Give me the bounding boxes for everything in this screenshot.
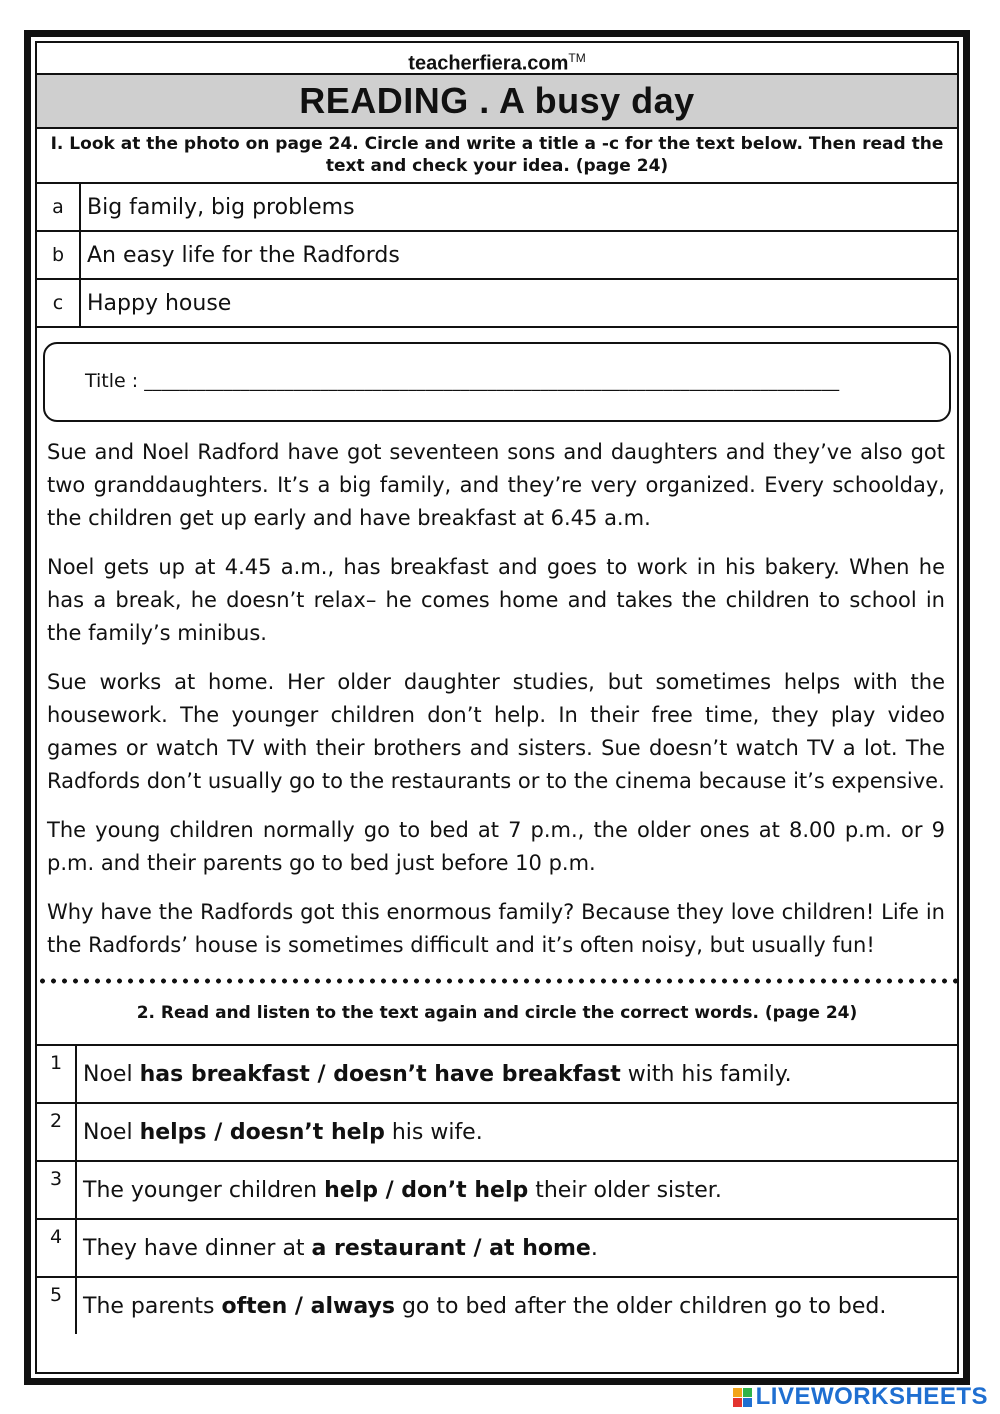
question-row [37,1103,957,1161]
option-text: Happy house [80,279,957,327]
logo-square [733,1388,742,1397]
question-text [76,1161,957,1219]
title-label: Title : [85,370,139,392]
section1-instruction: I. Look at the photo on page 24. Circle and write a title a -c for the text below. Then read the text and check your idea. (page 24) [37,129,957,184]
title-answer-box[interactable] [43,342,951,422]
question-post: . [590,1235,598,1261]
question-number: 3 [37,1161,76,1219]
question-row [37,1161,957,1219]
liveworksheets-logo-icon [733,1388,752,1407]
question-pre: Noel [83,1119,140,1145]
option-row[interactable] [37,279,957,327]
question-post: with his family. [620,1061,792,1087]
question-row [37,1219,957,1277]
option-letter: b [37,231,80,279]
option-text: An easy life for the Radfords [80,231,957,279]
trademark: TM [568,51,586,65]
reading-paragraph: Sue works at home. Her older daughter studies, but sometimes helps with the housework. The younger children don’t help. In their free time, they play video games or watch TV with their brothers and sisters. Sue doesn’t watch TV a lot. The Radfords don’t usually go to the restaurants or to the cinema because it’s expensive. [47,670,945,793]
questions-table [37,1046,957,1334]
answer-choice[interactable]: has breakfast / doesn’t have breakfast [139,1061,621,1087]
question-text [76,1046,957,1103]
answer-choice[interactable]: helps / doesn’t help [139,1119,385,1145]
answer-choice[interactable]: often / always [221,1293,395,1319]
question-post: their older sister. [528,1177,722,1203]
question-pre: They have dinner at [83,1235,312,1261]
worksheet-inner [35,41,959,1374]
question-text [76,1103,957,1161]
question-post: go to bed after the older children go to bed. [394,1293,887,1319]
site-header [37,43,957,75]
question-text [76,1277,957,1334]
question-number: 5 [37,1277,76,1334]
option-row[interactable] [37,184,957,231]
section2-instruction: 2. Read and listen to the text again and circle the correct words. (page 24) [37,984,957,1046]
question-row [37,1277,957,1334]
title-options-table [37,184,957,328]
option-text: Big family, big problems [80,184,957,231]
liveworksheets-brand[interactable] [733,1383,988,1410]
site-name: teacherfiera.com [408,52,569,75]
question-pre: Noel [83,1061,140,1087]
reading-paragraph: Sue and Noel Radford have got seventeen sons and daughters and they’ve also got two granddaughters. It’s a big family, and they’re very organized. Every schoolday, the children get up early and have breakfast at 6.45 a.m. [47,440,945,530]
answer-choice[interactable]: a restaurant / at home [311,1235,591,1261]
question-number: 2 [37,1103,76,1161]
option-row[interactable] [37,231,957,279]
logo-square [743,1388,752,1397]
reading-text [37,436,957,962]
option-letter: a [37,184,80,231]
reading-paragraph: Why have the Radfords got this enormous family? Because they love children! Life in the Radfords’ house is sometimes difficult and it’s often noisy, but usually fun! [47,900,945,957]
title-blank[interactable]: _______________________________________________________________________________ [144,372,840,392]
logo-square [733,1398,742,1407]
worksheet [24,30,970,1385]
reading-paragraph: The young children normally go to bed at 7 p.m., the older ones at 8.00 p.m. or 9 p.m. and their parents go to bed just before 10 p.m. [47,818,945,875]
reading-paragraph: Noel gets up at 4.45 a.m., has breakfast and goes to work in his bakery. When he has a break, he doesn’t relax– he comes home and takes the children to school in the family’s minibus. [47,555,945,645]
question-number: 1 [37,1046,76,1103]
question-number: 4 [37,1219,76,1277]
question-post: his wife. [384,1119,483,1145]
question-pre: The younger children [83,1177,325,1203]
question-row [37,1046,957,1103]
option-letter: c [37,279,80,327]
logo-square [743,1398,752,1407]
question-text [76,1219,957,1277]
page-title: READING . A busy day [37,75,957,129]
question-pre: The parents [83,1293,222,1319]
brand-text: LIVEWORKSHEETS [755,1383,988,1410]
answer-choice[interactable]: help / don’t help [324,1177,529,1203]
